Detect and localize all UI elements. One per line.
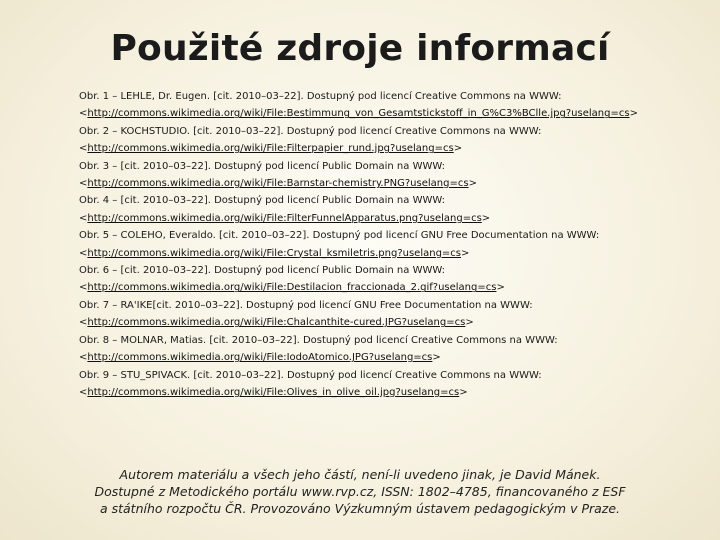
reference-citation: Obr. 7 – RA'IKE[cit. 2010–03–22]. Dostupný pod licencí GNU Free Documentation na WWW: [79,299,533,311]
reference-citation: Obr. 5 – COLEHO, Everaldo. [cit. 2010–03–22]. Dostupný pod licencí GNU Free Documentation na WWW: [79,230,600,242]
footer-line: Autorem materiálu a všech jeho částí, není-li uvedeno jinak, je David Mánek. [119,467,601,482]
reference-item: Obr. 6 – [cit. 2010–03–22]. Dostupný pod licencí Public Domain na WWW: <http://commons.wikimedia.org/wiki/File:Destilacion_fraccionada_2.gif?uselang=cs> [79,262,699,297]
reference-item: Obr. 8 – MOLNAR, Matias. [cit. 2010–03–22]. Dostupný pod licencí Creative Commons na WWW: <http://commons.wikimedia.org/wiki/File:IodoAtomico.JPG?uselang=cs> [79,332,699,367]
footer-line: Dostupné z Metodického portálu www.rvp.cz, ISSN: 1802–4785, financovaného z ESF [94,484,626,499]
reference-item: Obr. 3 – [cit. 2010–03–22]. Dostupný pod licencí Public Domain na WWW: <http://commons.wikimedia.org/wiki/File:Barnstar-chemistry.PNG?uselang=cs> [79,158,699,193]
references-list [79,88,699,401]
reference-item: Obr. 2 – KOCHSTUDIO. [cit. 2010–03–22]. Dostupný pod licencí Creative Commons na WWW: <http://commons.wikimedia.org/wiki/File:Filterpapier_rund.jpg?uselang=cs> [79,123,699,158]
reference-item: Obr. 1 – LEHLE, Dr. Eugen. [cit. 2010–03–22]. Dostupný pod licencí Creative Commons na WWW: <http://commons.wikimedia.org/wiki/File:Bestimmung_von_Gesamtstickstoff_in_G%C3%BClle.jpg?uselang=cs> [79,88,699,123]
footer-line: a státního rozpočtu ČR. Provozováno Výzkumným ústavem pedagogickým v Praze. [99,501,621,516]
reference-link[interactable]: http://commons.wikimedia.org/wiki/File:Olives_in_olive_oil.jpg?uselang=cs [87,386,460,398]
reference-link[interactable]: http://commons.wikimedia.org/wiki/File:Crystal_ksmiletris.png?uselang=cs [87,247,462,259]
reference-citation: Obr. 9 – STU_SPIVACK. [cit. 2010–03–22]. Dostupný pod licencí Creative Commons na WWW: [79,369,542,381]
reference-item: Obr. 7 – RA'IKE[cit. 2010–03–22]. Dostupný pod licencí GNU Free Documentation na WWW: <http://commons.wikimedia.org/wiki/File:Chalcanthite-cured.JPG?uselang=cs> [79,297,699,332]
reference-item: Obr. 4 – [cit. 2010–03–22]. Dostupný pod licencí Public Domain na WWW: <http://commons.wikimedia.org/wiki/File:FilterFunnelApparatus.png?uselang=cs> [79,192,699,227]
reference-link[interactable]: http://commons.wikimedia.org/wiki/File:Filterpapier_rund.jpg?uselang=cs [87,143,454,155]
reference-item: Obr. 9 – STU_SPIVACK. [cit. 2010–03–22]. Dostupný pod licencí Creative Commons na WWW: <http://commons.wikimedia.org/wiki/File:Olives_in_olive_oil.jpg?uselang=cs> [79,367,699,402]
reference-link[interactable]: http://commons.wikimedia.org/wiki/File:FilterFunnelApparatus.png?uselang=cs [87,212,482,224]
reference-citation: Obr. 2 – KOCHSTUDIO. [cit. 2010–03–22]. Dostupný pod licencí Creative Commons na WWW: [79,125,542,137]
reference-citation: Obr. 8 – MOLNAR, Matias. [cit. 2010–03–22]. Dostupný pod licencí Creative Commons na WWW: [79,334,558,346]
reference-citation: Obr. 6 – [cit. 2010–03–22]. Dostupný pod licencí Public Domain na WWW: [79,265,446,277]
reference-citation: Obr. 4 – [cit. 2010–03–22]. Dostupný pod licencí Public Domain na WWW: [79,195,446,207]
reference-link[interactable]: http://commons.wikimedia.org/wiki/File:IodoAtomico.JPG?uselang=cs [87,352,433,364]
reference-citation: Obr. 1 – LEHLE, Dr. Eugen. [cit. 2010–03–22]. Dostupný pod licencí Creative Commons na WWW: [79,91,562,102]
reference-citation: Obr. 3 – [cit. 2010–03–22]. Dostupný pod licencí Public Domain na WWW: [79,160,446,172]
reference-link[interactable]: http://commons.wikimedia.org/wiki/File:Chalcanthite-cured.JPG?uselang=cs [87,317,466,329]
reference-item: Obr. 5 – COLEHO, Everaldo. [cit. 2010–03–22]. Dostupný pod licencí GNU Free Documentation na WWW: <http://commons.wikimedia.org/wiki/File:Crystal_ksmiletris.png?uselang=cs> [79,227,699,262]
reference-link[interactable]: http://commons.wikimedia.org/wiki/File:Destilacion_fraccionada_2.gif?uselang=cs [87,282,497,294]
slide-title: Použité zdroje informací [110,28,610,69]
footer-credits [0,466,720,517]
reference-link[interactable]: http://commons.wikimedia.org/wiki/File:Barnstar-chemistry.PNG?uselang=cs [87,178,469,190]
reference-link[interactable]: http://commons.wikimedia.org/wiki/File:Bestimmung_von_Gesamtstickstoff_in_G%C3%BClle.jpg?uselang=cs [87,108,630,120]
